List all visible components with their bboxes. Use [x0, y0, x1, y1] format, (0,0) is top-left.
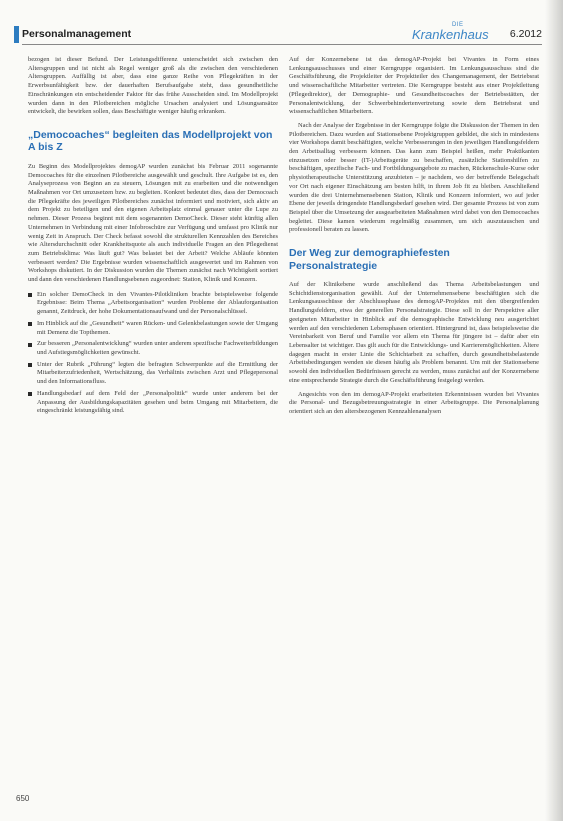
body-paragraph: Angesichts von den im demogAP-Projekt erarbeiteten Erkenntnissen wurden bei Vivantes die Personal- und Bezugsbetreuungsstrategie in einer Arbeitsgruppe. Die Personalplanung orientiert sich an den altersbezogenen Kennzahlenanalysen: [289, 390, 539, 415]
section-heading-personalstrategie: Der Weg zur demographiefesten Personalstrategie: [289, 247, 450, 272]
header-rule: [22, 44, 542, 45]
left-column: [28, 56, 278, 419]
issue-number: 6.2012: [509, 28, 542, 40]
body-paragraph: Auf der Klinikebene wurde anschließend das Thema Arbeitsbelastungen und Schichtdienstorganisation gewählt. Auf der Unternehmensebene beschäftigten sich die Lenkungsausschüsse der Abschlussphase des demogAP-Projektes mit den übergreifenden Handlungsfeldern, etwa der generellen Personalstrategie. Diese soll in der Perspektive aller geeigneten Mitarbeiter in Hinblick auf die demographische Entwicklung neu ausgerichtet werden auf den verschiedenen Lebensphasen orientiert. Hintergrund ist, dass beispielsweise die Vereinbarkeit von Beruf und Familie vor allem ein Thema für jüngere ist – dafür aber ein Lebensalter ist wichtiger. Das gilt auch für die Entwicklungs- und Karrieremöglichkeiten. Ältere dagegen macht in erster Linie die Schichtarbeit zu schaffen, durch gesundheitsbelastende Arbeitsbedingungen wenden sie diesen häufig als Problem benannt. Um mit der Stationsebene sowohl den individuellen Bedürfnissen gerecht zu werden, muss zunächst auf der Konzernebene eine entsprechende Strategie durch die Geschäftsführung festgelegt werden.: [289, 281, 539, 384]
section-accent-bar: [14, 26, 19, 43]
list-item: Handlungsbedarf auf dem Feld der „Personalpolitik“ wurde unter anderem bei der Anpassung der Ausbildungskapazitäten gesehen und beim Umgang mit Mitarbeitern, die eingeschränkt leistungsfähig sind.: [28, 390, 278, 416]
list-item: Ein solcher DemoCheck in den Vivantes-Pilotkliniken brachte beispielsweise folgende Ergebnisse: Beim Thema „Arbeitsorganisation“ wurden Probleme der Ablauforganisation genannt, Zeitdruck, der hohe Dokumentationsaufwand und der Personalschlüssel.: [28, 291, 278, 317]
body-paragraph: Auf der Konzernebene ist das demogAP-Projekt bei Vivantes in Form eines Lenkungsausschusses und einer Kerngruppe organisiert. Im Lenkungsausschuss sind die Geschäftsführung, die Projektleiter der Projektteiler des Changemanagement, der Betriebsrat und wissenschaftliche Mitarbeiter vertreten. Die Kerngruppe besteht aus einer Projektleitung (Pflegedirektor), der Demographie- und Gesundheitscoaches der Betriebsstätten, der Personalentwicklung, der Schwerbehindertenvertretung sowie dem Betriebsrat und wissenschaftlichen Mitarbeitern.: [289, 56, 539, 116]
logo-main-text: Krankenhaus: [412, 27, 489, 42]
body-paragraph: Nach der Analyse der Ergebnisse in der Kerngruppe folgte die Diskussion der Themen in den Pilotbereichen. Dazu wurden auf Stationsebene Projektgruppen gebildet, die sich in mindestens vier Workshops damit beschäftigten, welche Verbesserungen in den jeweiligen Handlungsfeldern den Arbeitsalltag verbessern können. Das kann zum Beispiel heißen, mehr Praktikanten einzusetzen oder besser (IT-)Arbeitsgeräte zu beschaffen, zusätzliche Stationshilfen zu beschäftigen, spezifische Fach- und Fortbildungsangebote zu machen, Rückenschule-Kurse oder physiotherapeutische Unterstützung anzubieten – je nachdem, wo der betreffende Belegschaft vor Ort nach eigener Einschätzung am besten hilft, in ihrem Job fit zu bleiben. Anschließend wurden die drei Unternehmensebenen Station, Klinik und Konzern informiert, wo auf jeder Ebene der jeweils dringendste Handlungsbedarf gesehen wird. Der gesamte Prozess ist von zum Beispiel über die Umsetzung der ausgearbeiteten Maßnahmen wird dabei von den Democoaches begleitet. Diese kamen wiederum regelmäßig zusammen, um sich auszutauschen und professionell beraten zu lassen.: [289, 121, 539, 234]
intro-paragraph: bezogen ist dieser Befund. Der Leistungsdifferenz unterscheidet sich zwischen den Altersgruppen und ist nicht als Regel weniger groß als die zwischen den verschiedenen Altersgruppen. Auffällig ist aber, dass eine ganze Reihe von Pflegekräften in der Erwerbsunfähigkeit bzw. der dauerhaften Berufsaufgabe steht, dass gesundheitliche Einschränkungen ein entscheidender Faktor für das frühe Ausscheiden sind. Im Modellprojekt wurden dann in den Pilotbereichen mögliche Ursachen analysiert und Lösungsansätze entwickelt, die bewirken sollen, dass Beschäftigte weniger häufig erkranken.: [28, 56, 278, 116]
body-paragraph: Zu Beginn des Modellprojektes demogAP wurden zunächst bis Februar 2011 sogenannte Democoaches für die einzelnen Pilotbereiche ausgewählt und geschult. Ihre Aufgabe ist es, den Analyseprozess von Beginn an zu steuern, Lösungen mit zu erarbeiten und die notwendigen Maßnahmen vor Ort umzusetzen bzw. zu begleiten. Konkret bedeutet dies, dass der Democoach die Pflegekräfte des jeweiligen Pilotbereiches zunächst informiert und motiviert, sich aktiv an dem Projekt zu beteiligen und den eigenen Arbeitsplatz einmal genauer unter die Lupe zu nehmen. Dieser Prozess beginnt mit dem sogenannten DemoCheck. Dieser steht künftig allen Unternehmen in Verbindung mit einer Infobroschüre zur Verfügung und umfasst pro Klinik nur wenig Zeit in Anspruch. Der Check befasst sowohl die strukturellen Kennzahlen des Bereiches wie Altersdurchschnitt oder Krankheitsquote als auch individuelle Fragen an den Pflegedienst zum Betriebsklima: Was läuft gut? Was belastet bei der Arbeit? Welche Abläufe könnten verbessert werden? Die Ergebnisse wurden wissenschaftlich ausgewertet und im Rahmen von Workshops diskutiert. In der Diskussion wurden die Themen zunächst nach Wichtigkeit sortiert und dann den verschiedenen Handlungsebenen zugeordnet: Station, Klinik und Konzern.: [28, 162, 278, 284]
list-item: Unter der Rubrik „Führung“ legten die befragten Schwerpunkte auf die Ermittlung der Mitarbeiterzufriedenheit, Wertschätzung, das Verhältnis zwischen Arzt und Pflegepersonal und den Informationsfluss.: [28, 361, 278, 387]
section-heading-democoaches: „Democoaches“ begleiten das Modellprojekt von A bis Z: [28, 128, 273, 154]
findings-list: [28, 291, 278, 416]
list-item: Im Hinblick auf die „Gesundheit“ waren Rücken- und Gelenkbelastungen sowie der Umgang mit Demenz die Topthemen.: [28, 320, 278, 337]
logo-small-text: DIE: [452, 22, 464, 28]
right-column: [289, 56, 539, 422]
page-number: 650: [16, 794, 30, 803]
section-title: Personalmanagement: [22, 28, 132, 40]
page-edge-shadow: [545, 0, 563, 821]
magazine-logo: [412, 22, 508, 44]
list-item: Zur besseren „Personalentwicklung“ wurden unter anderem spezifische Fachweiterbildungen und Aufstiegsmöglichkeiten gewünscht.: [28, 340, 278, 357]
